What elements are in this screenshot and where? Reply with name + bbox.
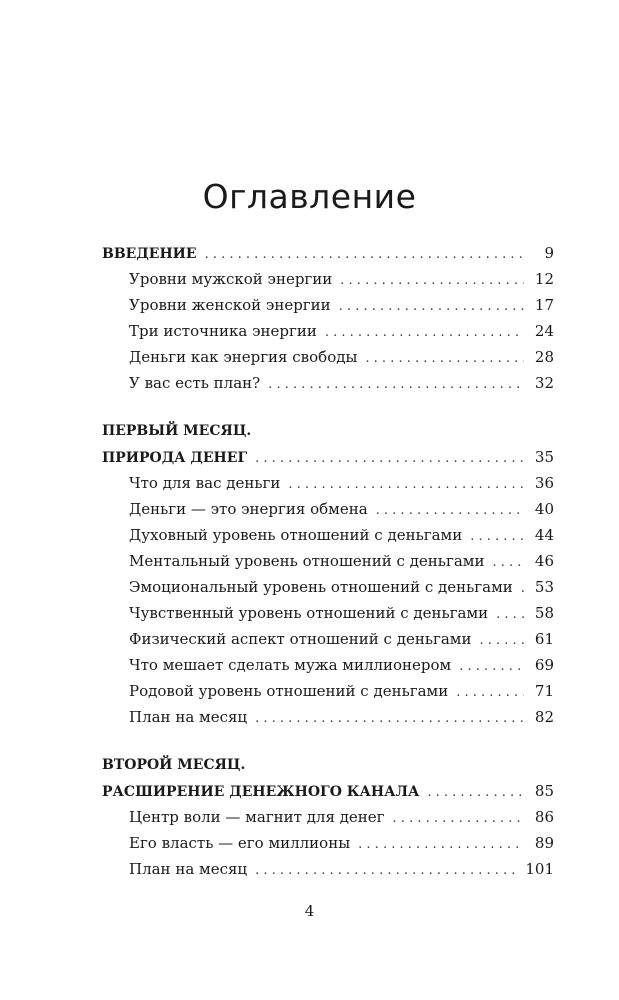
toc-entry-label: Родовой уровень отношений с деньгами [129, 682, 449, 700]
toc-entry-label: Уровни мужской энергии [129, 270, 333, 288]
toc-entry[interactable] [102, 704, 554, 730]
dot-leader [479, 628, 524, 654]
dot-leader [325, 320, 524, 346]
section-heading-line: ПЕРВЫЙ МЕСЯЦ. [102, 423, 252, 439]
toc-entry[interactable] [102, 470, 554, 496]
toc-entry-page-number: 71 [534, 682, 554, 700]
toc-entry-label: Ментальный уровень отношений с деньгами [129, 552, 485, 570]
dot-leader [456, 680, 524, 706]
page-title: Оглавление [202, 177, 417, 216]
dot-leader [496, 602, 524, 628]
toc-entry[interactable] [102, 804, 554, 830]
dot-leader [358, 832, 524, 858]
toc-entry-page-number: 86 [534, 808, 554, 826]
toc-entry-page-number: 17 [534, 296, 554, 314]
toc-entry[interactable] [102, 548, 554, 574]
section-heading-entry[interactable] [102, 444, 554, 470]
toc-entry-page-number: 40 [534, 500, 554, 518]
dot-leader [521, 576, 524, 602]
toc-entry[interactable] [102, 318, 554, 344]
toc-entry-page-number: 46 [534, 552, 554, 570]
toc-section [102, 418, 554, 730]
toc-entry[interactable] [102, 830, 554, 856]
table-of-contents [102, 240, 554, 882]
toc-entry-label: Чувственный уровень отношений с деньгами [129, 604, 489, 622]
dot-leader [255, 858, 517, 884]
toc-entry-page-number: 24 [534, 322, 554, 340]
toc-entry-page-number: 53 [534, 578, 554, 596]
toc-entry-label: Деньги — это энергия обмена [129, 500, 368, 518]
dot-leader [255, 706, 524, 732]
toc-entry-label: Деньги как энергия свободы [129, 348, 358, 366]
toc-entry-label: План на месяц [129, 708, 248, 726]
toc-entry-label: Что для вас деньги [129, 474, 281, 492]
page-number: 4 [304, 902, 315, 920]
dot-leader [205, 242, 524, 268]
section-heading-label: РАСШИРЕНИЕ ДЕНЕЖНОГО КАНАЛА [102, 784, 420, 800]
section-page-number: 85 [534, 782, 554, 800]
toc-entry-label: Физический аспект отношений с деньгами [129, 630, 472, 648]
dot-leader [340, 268, 524, 294]
toc-entry[interactable] [102, 344, 554, 370]
section-heading-label: ВВЕДЕНИЕ [102, 246, 197, 262]
toc-entry-label: Три источника энергии [129, 322, 317, 340]
dot-leader [268, 372, 524, 398]
toc-entry[interactable] [102, 600, 554, 626]
section-page-number: 35 [534, 448, 554, 466]
toc-entry-page-number: 58 [534, 604, 554, 622]
toc-section [102, 240, 554, 396]
section-heading-entry[interactable] [102, 778, 554, 804]
dot-leader [255, 446, 524, 472]
toc-entry-label: Духовный уровень отношений с деньгами [129, 526, 463, 544]
toc-entry-page-number: 32 [534, 374, 554, 392]
dot-leader [470, 524, 524, 550]
section-heading-entry[interactable] [102, 240, 554, 266]
toc-entry-page-number: 28 [534, 348, 554, 366]
toc-entry-page-number: 69 [534, 656, 554, 674]
toc-entry-page-number: 61 [534, 630, 554, 648]
toc-section [102, 752, 554, 882]
toc-entry-label: Центр воли — магнит для денег [129, 808, 385, 826]
toc-entry[interactable] [102, 652, 554, 678]
toc-entry-label: Уровни женской энергии [129, 296, 331, 314]
toc-entry-label: У вас есть план? [129, 374, 261, 392]
dot-leader [459, 654, 524, 680]
toc-entry[interactable] [102, 678, 554, 704]
toc-entry[interactable] [102, 574, 554, 600]
toc-entry-page-number: 89 [534, 834, 554, 852]
toc-entry[interactable] [102, 292, 554, 318]
dot-leader [492, 550, 524, 576]
toc-entry-page-number: 101 [525, 860, 554, 878]
toc-entry-page-number: 82 [534, 708, 554, 726]
section-heading-line: ВТОРОЙ МЕСЯЦ. [102, 757, 246, 773]
toc-entry[interactable] [102, 626, 554, 652]
dot-leader [393, 806, 524, 832]
toc-entry[interactable] [102, 856, 554, 882]
toc-entry-label: Что мешает сделать мужа миллионером [129, 656, 452, 674]
dot-leader [376, 498, 524, 524]
toc-entry-label: План на месяц [129, 860, 248, 878]
dot-leader [288, 472, 524, 498]
toc-entry[interactable] [102, 266, 554, 292]
section-heading-label: ПРИРОДА ДЕНЕГ [102, 450, 248, 466]
toc-entry[interactable] [102, 522, 554, 548]
dot-leader [365, 346, 524, 372]
toc-entry-page-number: 36 [534, 474, 554, 492]
toc-entry-page-number: 44 [534, 526, 554, 544]
section-page-number: 9 [544, 244, 554, 262]
toc-entry-label: Эмоциональный уровень отношений с деньгами [129, 578, 513, 596]
dot-leader [427, 780, 524, 806]
toc-entry-label: Его власть — его миллионы [129, 834, 351, 852]
toc-entry[interactable] [102, 496, 554, 522]
toc-entry-page-number: 12 [534, 270, 554, 288]
toc-entry[interactable] [102, 370, 554, 396]
dot-leader [339, 294, 524, 320]
